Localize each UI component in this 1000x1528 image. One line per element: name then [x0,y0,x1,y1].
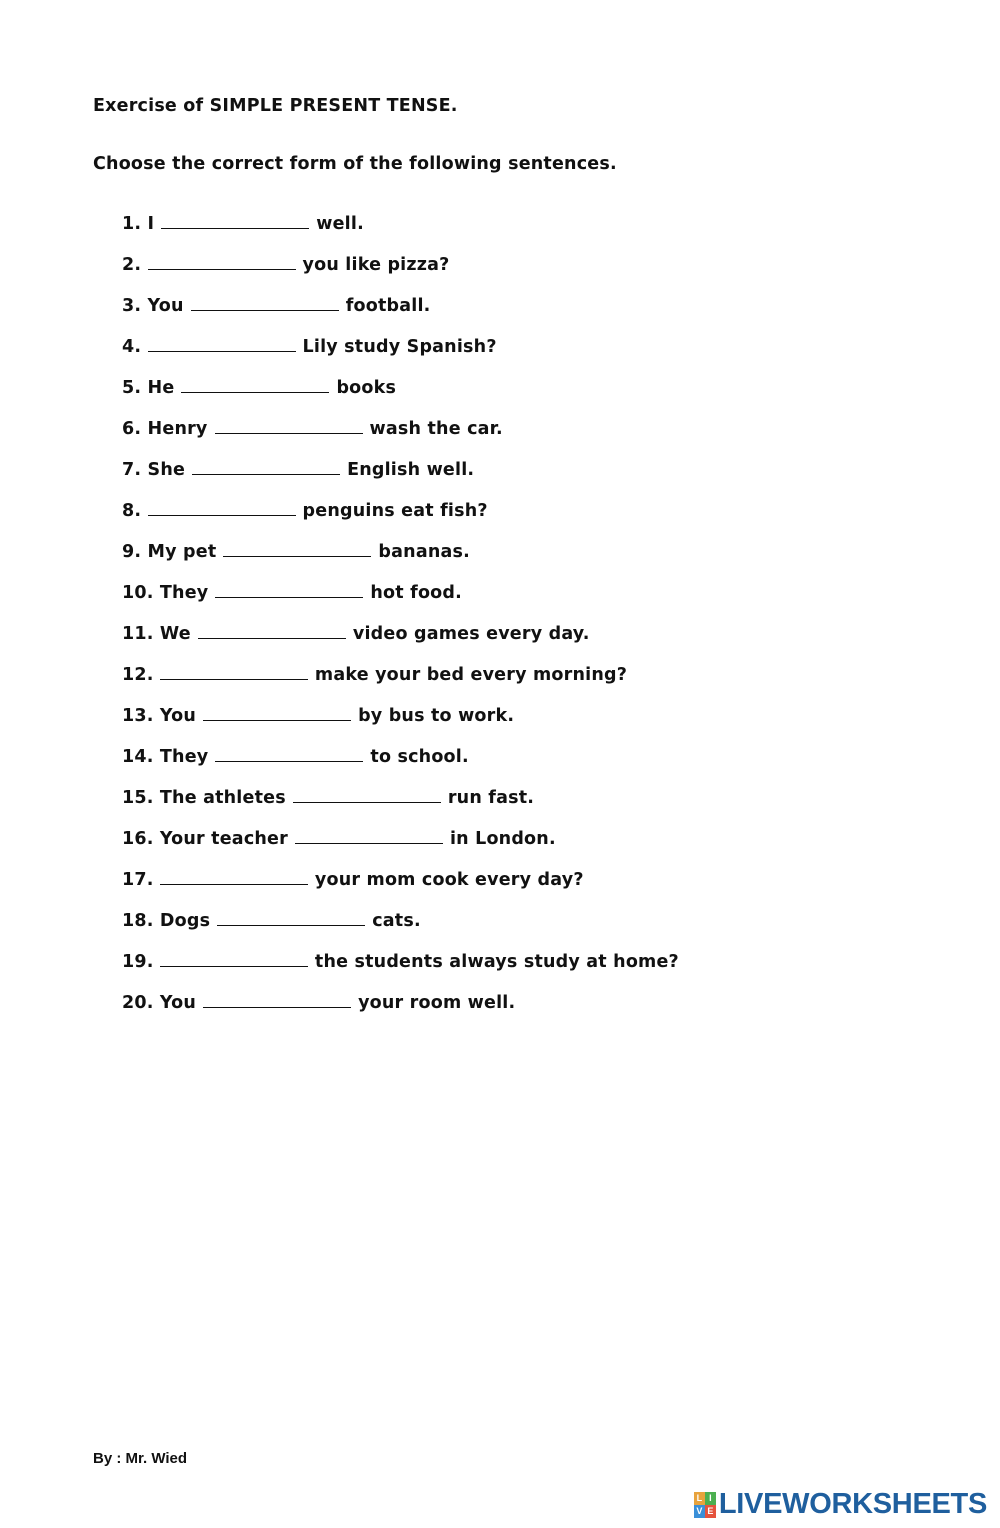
answer-blank[interactable] [215,744,363,762]
question-text-before: Henry [147,419,208,439]
question-number: 16. [122,829,154,849]
question-number: 14. [122,747,154,767]
answer-blank[interactable] [223,539,371,557]
question-number: 19. [122,952,154,972]
question-text-before: Your teacher [159,829,288,849]
question-item [122,293,679,334]
question-text-before: They [159,747,209,767]
author-credit: By : Mr. Wied [93,1450,188,1467]
answer-blank[interactable] [148,498,296,516]
question-item [122,785,679,826]
liveworksheets-logo-icon [694,1492,716,1518]
question-text-before: I [147,214,155,234]
answer-blank[interactable] [192,457,340,475]
question-item [122,457,679,498]
question-number: 9. [122,542,142,562]
worksheet-title: Exercise of SIMPLE PRESENT TENSE. [93,96,458,116]
answer-blank[interactable] [215,580,363,598]
question-item [122,867,679,908]
answer-blank[interactable] [203,990,351,1008]
question-text-after: penguins eat fish? [302,501,488,521]
question-text-after: bananas. [378,542,470,562]
question-text-after: your room well. [358,993,516,1013]
answer-blank[interactable] [148,334,296,352]
question-text-after: by bus to work. [358,706,515,726]
question-number: 7. [122,460,142,480]
question-number: 13. [122,706,154,726]
question-item [122,826,679,867]
question-text-after: you like pizza? [302,255,450,275]
logo-tile: I [705,1492,716,1505]
question-text-before: My pet [147,542,217,562]
logo-tile: E [705,1505,716,1518]
question-item [122,662,679,703]
answer-blank[interactable] [215,416,363,434]
answer-blank[interactable] [203,703,351,721]
question-number: 2. [122,255,142,275]
question-text-before: The athletes [159,788,286,808]
question-item [122,334,679,375]
question-item [122,211,679,252]
question-number: 18. [122,911,154,931]
question-number: 10. [122,583,154,603]
question-number: 1. [122,214,142,234]
question-text-after: in London. [449,829,556,849]
question-item [122,908,679,949]
question-text-after: make your bed every morning? [314,665,628,685]
question-item [122,498,679,539]
answer-blank[interactable] [191,293,339,311]
question-text-before: You [159,993,197,1013]
answer-blank[interactable] [198,621,346,639]
question-text-before: They [159,583,209,603]
question-number: 11. [122,624,154,644]
question-item [122,252,679,293]
question-text-after: to school. [370,747,469,767]
question-item [122,416,679,457]
question-text-after: wash the car. [369,419,503,439]
answer-blank[interactable] [160,662,308,680]
logo-tile: V [694,1505,705,1518]
question-number: 5. [122,378,142,398]
question-text-before: We [159,624,191,644]
question-text-after: football. [345,296,431,316]
question-number: 3. [122,296,142,316]
question-item [122,744,679,785]
question-number: 8. [122,501,142,521]
question-item [122,580,679,621]
question-list [122,211,679,1031]
question-number: 15. [122,788,154,808]
question-number: 17. [122,870,154,890]
question-text-after: the students always study at home? [314,952,679,972]
question-item [122,375,679,416]
liveworksheets-logo [694,1488,987,1521]
question-item [122,539,679,580]
logo-tile: L [694,1492,705,1505]
answer-blank[interactable] [160,949,308,967]
question-number: 4. [122,337,142,357]
question-text-before: Dogs [159,911,211,931]
answer-blank[interactable] [160,867,308,885]
answer-blank[interactable] [217,908,365,926]
question-number: 20. [122,993,154,1013]
question-text-after: Lily study Spanish? [302,337,497,357]
question-text-after: your mom cook every day? [314,870,584,890]
question-item [122,621,679,662]
question-item [122,949,679,990]
question-number: 6. [122,419,142,439]
answer-blank[interactable] [295,826,443,844]
question-text-after: English well. [347,460,475,480]
question-text-before: He [147,378,175,398]
question-text-after: well. [316,214,364,234]
question-text-after: hot food. [370,583,462,603]
question-text-after: books [336,378,397,398]
question-item [122,703,679,744]
question-text-before: She [147,460,186,480]
question-text-after: video games every day. [352,624,590,644]
brand-name: LIVEWORKSHEETS [718,1488,987,1520]
question-text-before: You [147,296,184,316]
question-text-after: cats. [372,911,421,931]
answer-blank[interactable] [293,785,441,803]
answer-blank[interactable] [148,252,296,270]
question-text-after: run fast. [447,788,535,808]
question-item [122,990,679,1031]
question-number: 12. [122,665,154,685]
question-text-before: You [159,706,197,726]
answer-blank[interactable] [181,375,329,393]
answer-blank[interactable] [161,211,309,229]
worksheet-instructions: Choose the correct form of the following sentences. [93,154,617,174]
